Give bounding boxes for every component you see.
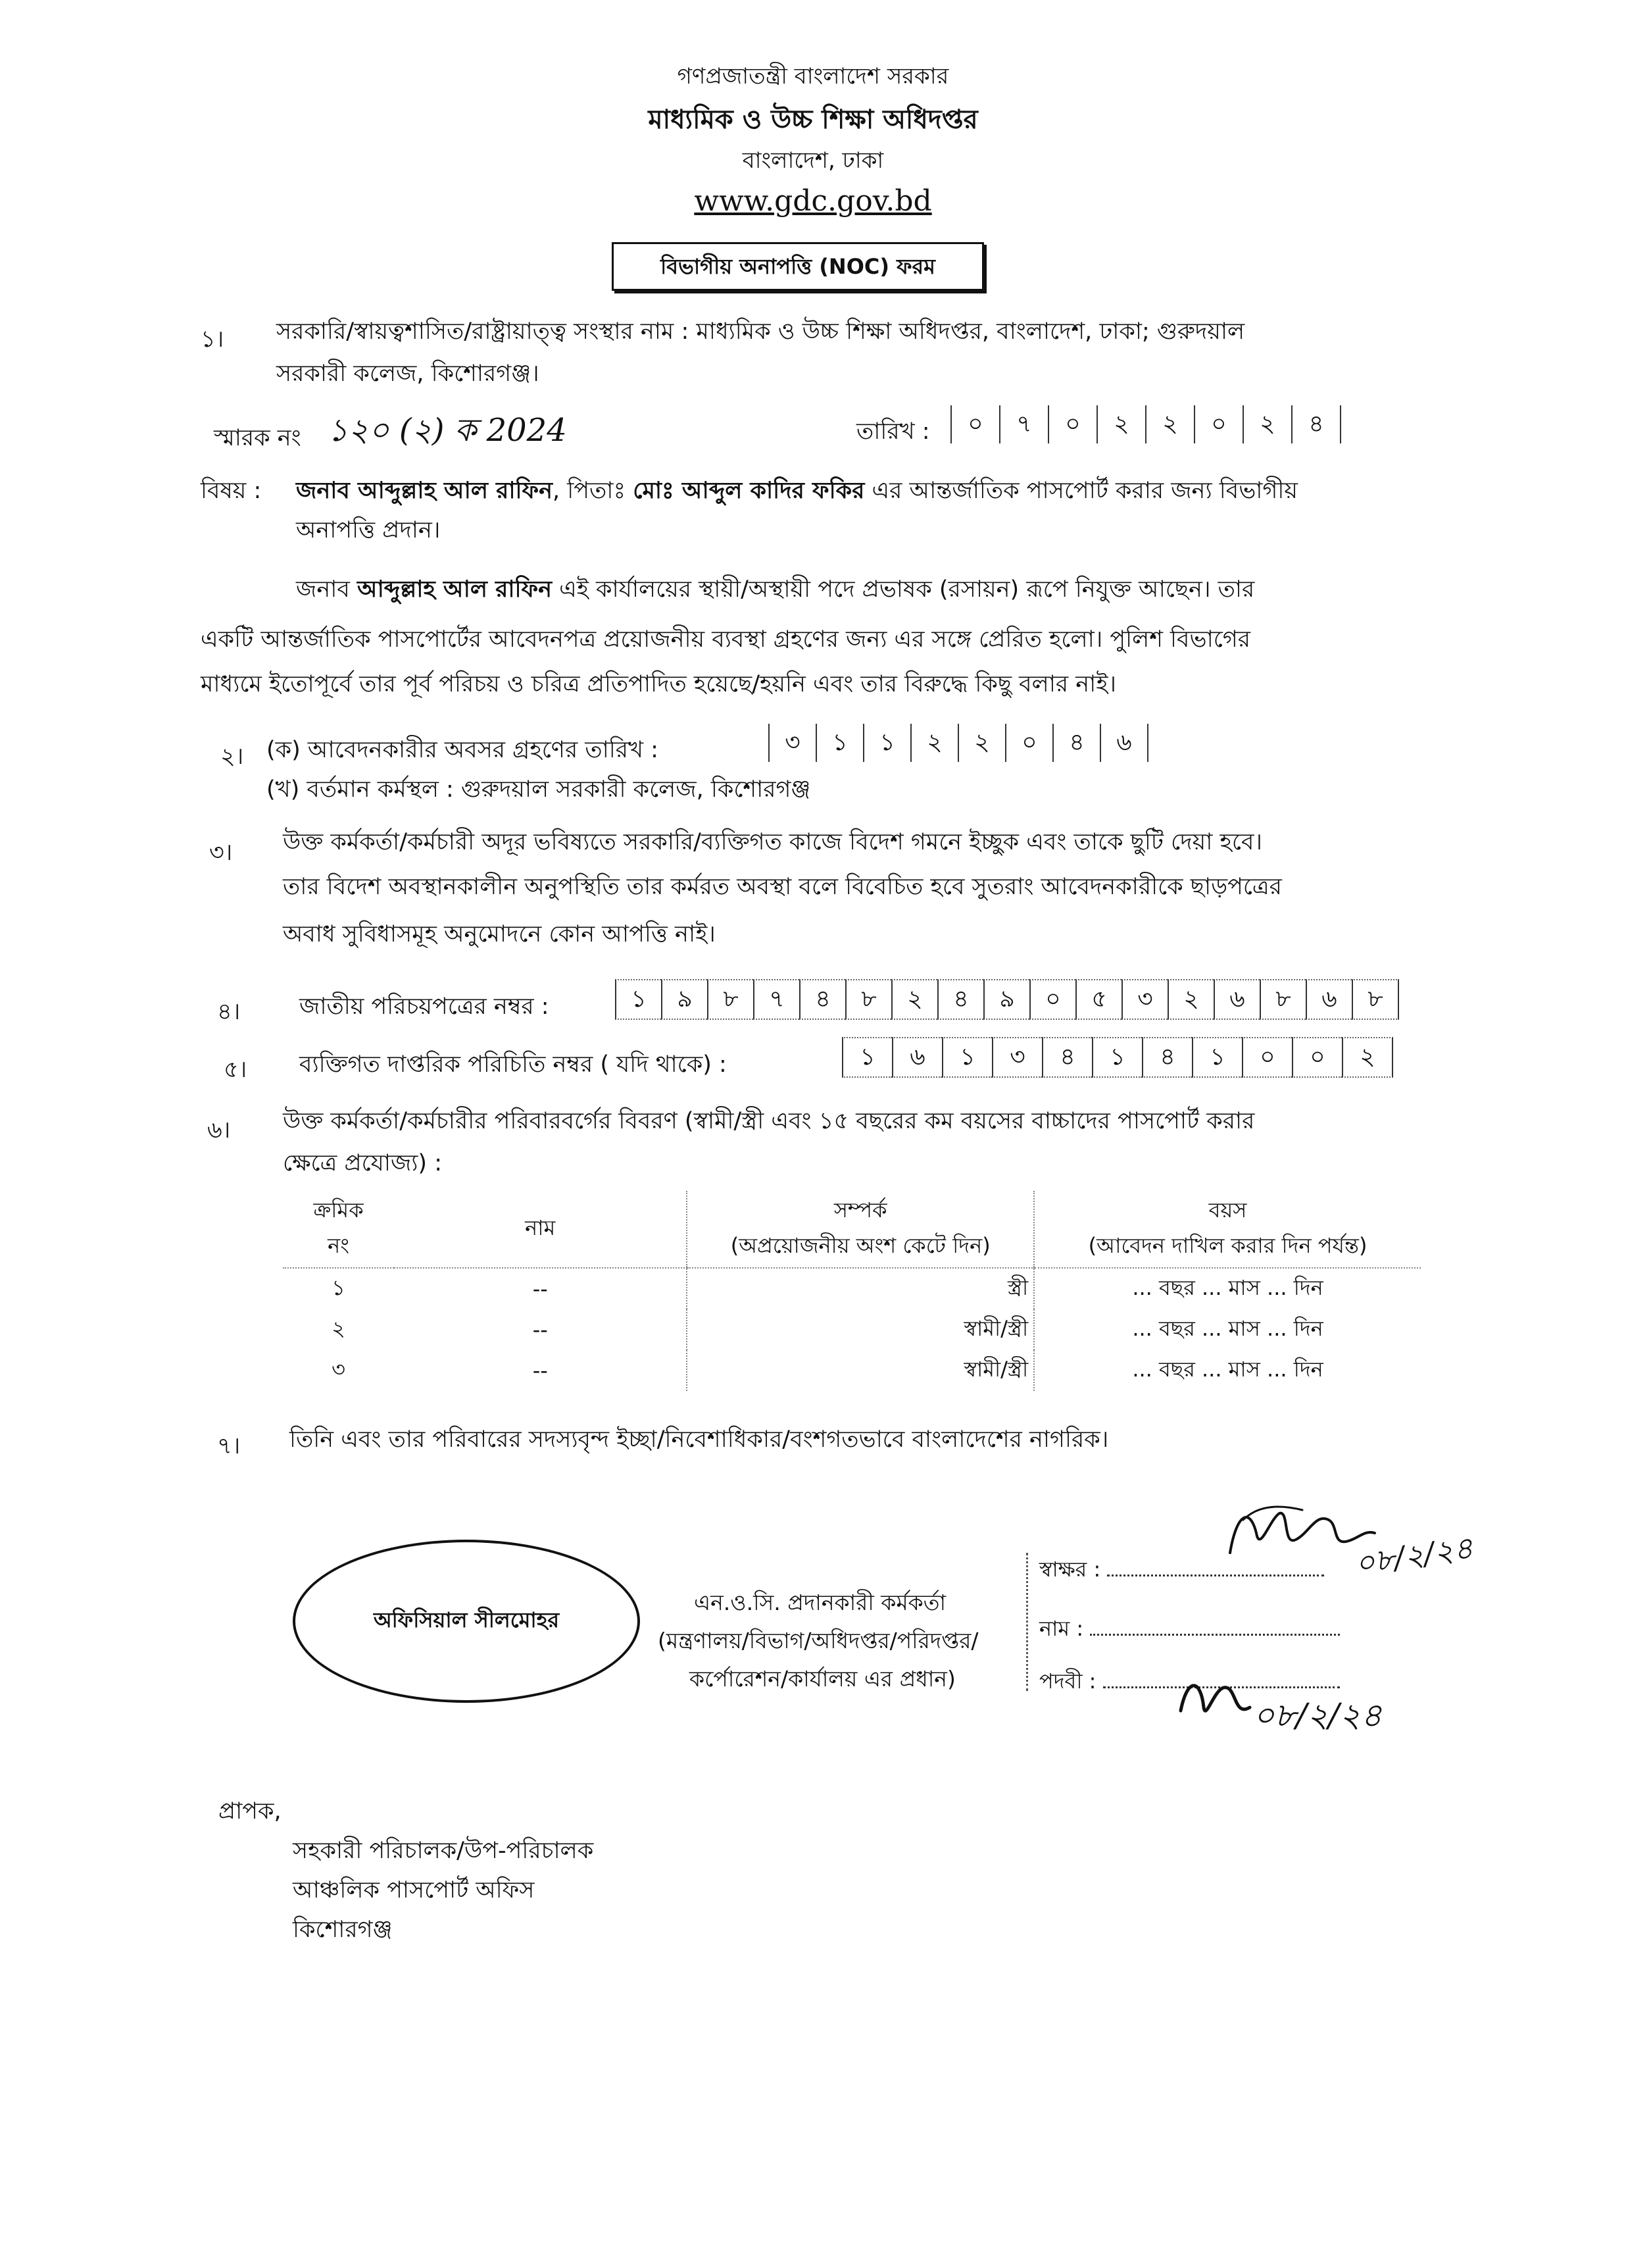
personal-id-digit: ৬ — [892, 1037, 942, 1078]
paragraph-applicant-name: আব্দুল্লাহ আল রাফিন — [357, 576, 552, 603]
nid-digit: ৩ — [1121, 979, 1168, 1020]
date-digit: ২ — [1096, 405, 1145, 443]
nid-digit: ৫ — [1075, 979, 1121, 1020]
issuer-line-1: এন.ও.সি. প্রদানকারী কর্মকর্তা — [694, 1590, 947, 1615]
retirement-digit: ০ — [1005, 724, 1052, 762]
nid-digit: ২ — [1168, 979, 1214, 1020]
subject-line-2: অনাপত্তি প্রদান। — [296, 517, 441, 543]
website-link[interactable]: www.gdc.gov.bd — [694, 184, 932, 218]
subject-father-label: , পিতাঃ — [553, 478, 633, 504]
nid-digit: ৪ — [799, 979, 845, 1020]
col-relation-header: সম্পর্ক — [833, 1197, 887, 1222]
row-age: ... বছর ... মাস ... দিন — [1034, 1309, 1421, 1350]
nid-digit: ৮ — [1352, 979, 1399, 1020]
item-6-line-1: উক্ত কর্মকর্তা/কর্মচারীর পরিবারবর্গের বিবরণ (স্বামী/স্ত্রী এবং ১৫ বছরের কম বয়সের বাচ্চাদের পাসপোর্ট করার — [283, 1108, 1255, 1134]
personal-id-digit: ০ — [1242, 1037, 1292, 1078]
nid-digit: ১ — [615, 979, 661, 1020]
retirement-digit: ২ — [910, 724, 958, 762]
form-title: বিভাগীয় অনাপত্তি (NOC) ফরম — [612, 242, 984, 291]
stamp-date: ০৮/২/২৪ — [1253, 1696, 1383, 1734]
official-seal — [293, 1540, 640, 1703]
issuer-line-3: কর্পোরেশন/কার্যালয় এর প্রধান) — [689, 1666, 956, 1692]
designation-label: পদবী : — [1039, 1669, 1096, 1694]
row-serial: ৩ — [332, 1357, 345, 1382]
item-7-text: তিনি এবং তার পরিবারের সদস্যবৃন্দ ইচ্ছা/নিবেশাধিকার/বংশগতভাবে বাংলাদেশের নাগরিক। — [289, 1426, 1109, 1453]
item-3-line-3: অবাধ সুবিধাসমূহ অনুমোদনে কোন আপত্তি নাই। — [283, 921, 716, 947]
date-digit: ০ — [1194, 405, 1243, 443]
col-name-header: নাম — [525, 1215, 556, 1240]
row-name: -- — [532, 1358, 548, 1383]
item-1-line-1: সরকারি/স্বায়ত্বশাসিত/রাষ্ট্রায়াত্ত্ব সংস্থার নাম : মাধ্যমিক ও উচ্চ শিক্ষা অধিদপ্তর, বাংলাদেশ, ঢাকা; গুরুদয়াল — [276, 318, 1245, 345]
subject-father-name: মোঃ আব্দুল কাদির ফকির — [633, 478, 865, 504]
paragraph-rest: এই কার্যালয়ের স্থায়ী/অস্থায়ী পদে প্রভাষক (রসায়ন) রূপে নিযুক্ত আছেন। তার — [551, 576, 1255, 603]
name-line — [1090, 1613, 1340, 1636]
row-relation: স্বামী/স্ত্রী — [687, 1350, 1034, 1391]
signature-label: স্বাক্ষর : — [1039, 1557, 1101, 1582]
nid-digit: ৯ — [661, 979, 707, 1020]
retirement-digit: ৪ — [1052, 724, 1100, 762]
retirement-digit: ২ — [958, 724, 1005, 762]
item-6-number: ৬। — [207, 1117, 231, 1144]
item-2-number: ২। — [220, 743, 244, 770]
nid-digit: ৬ — [1306, 979, 1352, 1020]
col-age-note: (আবেদন দাখিল করার দিন পর্যন্ত) — [1088, 1233, 1367, 1258]
nid-digit: ৭ — [753, 979, 799, 1020]
paragraph-line-1 — [296, 571, 1254, 610]
item-3-number: ৩। — [209, 840, 233, 866]
table-row — [283, 1350, 1421, 1391]
col-serial-header-2: নং — [328, 1233, 349, 1258]
table-row — [283, 1309, 1421, 1350]
nid-digit: ৬ — [1214, 979, 1260, 1020]
subject-applicant-name: জনাব আব্দুল্লাহ আল রাফিন — [296, 478, 553, 504]
date-digit: ০ — [950, 405, 999, 443]
retirement-digit: ১ — [863, 724, 910, 762]
retirement-date-label: (ক) আবেদনকারীর অবসর গ্রহণের তারিখ : — [266, 737, 658, 763]
row-age: ... বছর ... মাস ... দিন — [1034, 1268, 1421, 1309]
retirement-digit-boxes — [768, 724, 1148, 762]
row-relation: স্ত্রী — [687, 1268, 1034, 1309]
official-seal-label: অফিসিয়াল সীলমোহর — [373, 1607, 560, 1632]
personal-id-digit: ৪ — [1142, 1037, 1192, 1078]
nid-digit: ৮ — [707, 979, 753, 1020]
personal-id-digit-boxes — [842, 1037, 1393, 1078]
personal-id-label: ব্যক্তিগত দাপ্তরিক পরিচিতি নম্বর ( যদি থাকে) : — [299, 1051, 727, 1078]
location-heading: বাংলাদেশ, ঢাকা — [742, 147, 884, 174]
date-label: তারিখ : — [856, 418, 930, 445]
item-7-number: ৭। — [217, 1433, 241, 1459]
personal-id-digit: ১ — [1192, 1037, 1242, 1078]
row-name: -- — [532, 1317, 548, 1342]
name-row — [1039, 1612, 1340, 1648]
item-3-line-1: উক্ত কর্মকর্তা/কর্মচারী অদূর ভবিষ্যতে সরকারি/ব্যক্তিগত কাজে বিদেশ গমনে ইচ্ছুক এবং তাকে ছুটি দেয়া হবে। — [283, 829, 1262, 855]
family-table — [283, 1191, 1421, 1391]
item-4-number: ৪। — [217, 999, 241, 1025]
item-3-line-2: তার বিদেশ অবস্থানকালীন অনুপস্থিতি তার কর্মরত অবস্থা বলে বিবেচিত হবে সুতরাং আবেদনকারীকে ছাড়পত্রের — [283, 874, 1282, 900]
family-table-header — [283, 1191, 1421, 1268]
signature-date: ০৮/২/২৪ — [1352, 1529, 1475, 1582]
paragraph-line-2: একটি আন্তর্জাতিক পাসপোর্টের আবেদনপত্র প্রয়োজনীয় ব্যবস্থা গ্রহণের জন্য এর সঙ্গে প্রেরিত হলো। পুলিশ বিভাগের — [201, 626, 1251, 653]
date-digit: ২ — [1145, 405, 1194, 443]
nid-digit-boxes — [615, 979, 1399, 1020]
date-digit-boxes — [950, 405, 1341, 443]
personal-id-digit: ১ — [942, 1037, 992, 1078]
row-name: -- — [532, 1276, 548, 1301]
memo-label: স্মারক নং — [214, 425, 301, 451]
government-heading: গণপ্রজাতন্ত্রী বাংলাদেশ সরকার — [677, 63, 949, 89]
nid-digit: ০ — [1029, 979, 1075, 1020]
row-serial: ১ — [332, 1275, 345, 1300]
name-label: নাম : — [1039, 1616, 1084, 1641]
current-workplace: (খ) বর্তমান কর্মস্থল : গুরুদয়াল সরকারী কলেজ, কিশোরগঞ্জ — [266, 776, 811, 803]
personal-id-digit: ৩ — [992, 1037, 1042, 1078]
item-1-number: ১। — [201, 326, 224, 353]
personal-id-digit: ৪ — [1042, 1037, 1092, 1078]
paragraph-line-3: মাধ্যমে ইতোপূর্বে তার পূর্ব পরিচয় ও চরিত্র প্রতিপাদিত হয়েছে/হয়নি এবং তার বিরুদ্ধে কিছু বলার নাই। — [201, 671, 1117, 697]
paragraph-prefix: জনাব — [296, 576, 357, 603]
initials-mark — [1174, 1671, 1260, 1730]
nid-digit: ৯ — [983, 979, 1029, 1020]
row-serial: ২ — [332, 1316, 345, 1341]
issuer-line-2: (মন্ত্রণালয়/বিভাগ/অধিদপ্তর/পরিদপ্তর/ — [658, 1628, 979, 1653]
subject-suffix: এর আন্তর্জাতিক পাসপোর্ট করার জন্য বিভাগীয় — [864, 478, 1298, 504]
recipient-label: প্রাপক, — [218, 1798, 282, 1825]
subject-line-1 — [296, 472, 1298, 511]
subject-label: বিষয় : — [201, 478, 262, 504]
date-digit: ০ — [1048, 405, 1096, 443]
item-1-line-2: সরকারী কলেজ, কিশোরগঞ্জ। — [276, 361, 539, 387]
personal-id-digit: ০ — [1292, 1037, 1342, 1078]
item-5-number: ৫। — [224, 1057, 247, 1083]
col-relation-note: (অপ্রয়োজনীয় অংশ কেটে দিন) — [730, 1233, 991, 1258]
personal-id-digit: ১ — [842, 1037, 892, 1078]
nid-digit: ৪ — [937, 979, 983, 1020]
table-row — [283, 1268, 1421, 1309]
directorate-heading: মাধ্যমিক ও উচ্চ শিক্ষা অধিদপ্তর — [648, 105, 978, 135]
date-digit: ৪ — [1291, 405, 1341, 443]
recipient-line-3: কিশোরগঞ্জ — [293, 1917, 393, 1943]
date-digit: ৭ — [999, 405, 1048, 443]
nid-label: জাতীয় পরিচয়পত্রের নম্বর : — [299, 994, 549, 1020]
memo-number: ১২০ (২) ক 2024 — [328, 412, 567, 449]
retirement-digit: ১ — [816, 724, 863, 762]
personal-id-digit: ১ — [1092, 1037, 1142, 1078]
row-relation: স্বামী/স্ত্রী — [687, 1309, 1034, 1350]
retirement-digit: ৩ — [768, 724, 816, 762]
nid-digit: ৮ — [845, 979, 891, 1020]
signature-divider — [1026, 1553, 1031, 1691]
recipient-line-1: সহকারী পরিচালক/উপ-পরিচালক — [293, 1838, 594, 1864]
row-age: ... বছর ... মাস ... দিন — [1034, 1350, 1421, 1391]
col-age-header: বয়স — [1208, 1197, 1247, 1222]
col-serial-header: ক্রমিক — [313, 1197, 364, 1222]
item-6-line-2: ক্ষেত্রে প্রযোজ্য) : — [283, 1150, 442, 1176]
retirement-digit: ৬ — [1100, 724, 1148, 762]
personal-id-digit: ২ — [1342, 1037, 1393, 1078]
date-digit: ২ — [1243, 405, 1291, 443]
nid-digit: ২ — [891, 979, 937, 1020]
recipient-line-2: আঞ্চলিক পাসপোর্ট অফিস — [293, 1877, 535, 1903]
nid-digit: ৮ — [1260, 979, 1306, 1020]
